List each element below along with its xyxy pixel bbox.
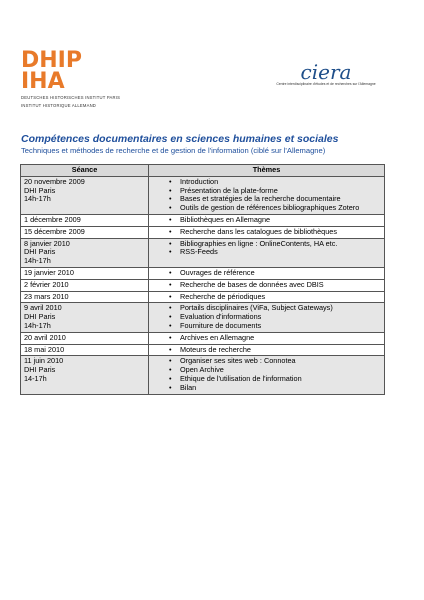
ciera-logo <box>271 62 381 87</box>
seance-line: DHI Paris <box>24 365 56 375</box>
theme-item: • Open Archive <box>170 366 381 375</box>
themes-list <box>152 240 381 258</box>
table-row <box>21 279 385 291</box>
seance-line: 8 janvier 2010 <box>24 238 70 248</box>
seance-line: 20 novembre 2009 <box>24 176 85 186</box>
themes-list <box>152 216 381 225</box>
dhip-logo-line1: DHIP <box>21 48 82 73</box>
themes-list <box>152 304 381 330</box>
table-row <box>21 214 385 226</box>
schedule-table <box>20 164 385 395</box>
table-row <box>21 291 385 303</box>
seance-line: DHI Paris <box>24 247 56 257</box>
seance-line: 18 mai 2010 <box>24 344 65 354</box>
theme-item: • Organiser ses sites web : Connotea <box>170 357 381 366</box>
seance-line: 15 décembre 2009 <box>24 226 85 236</box>
seance-line: 11 juin 2010 <box>24 356 64 366</box>
seance-cell <box>21 291 149 303</box>
seance-cell <box>21 267 149 279</box>
themes-list <box>152 293 381 302</box>
themes-cell <box>149 291 385 303</box>
seance-cell <box>21 238 149 267</box>
themes-cell <box>149 238 385 267</box>
themes-cell <box>149 176 385 214</box>
theme-item: • Archives en Allemagne <box>170 334 381 343</box>
themes-cell <box>149 279 385 291</box>
table-row <box>21 238 385 267</box>
seance-cell <box>21 279 149 291</box>
theme-item: • Présentation de la plate-forme <box>170 187 381 196</box>
seance-line: 14h-17h <box>24 256 51 266</box>
themes-list <box>152 346 381 355</box>
seance-cell <box>21 176 149 214</box>
seance-line: 1 décembre 2009 <box>24 214 81 224</box>
themes-list <box>152 178 381 213</box>
table-row <box>21 267 385 279</box>
seance-cell <box>21 356 149 394</box>
theme-item: • Recherche de périodiques <box>170 293 381 302</box>
theme-item: • Ethique de l'utilisation de l'information <box>170 375 381 384</box>
header-seance: Séance <box>21 165 149 177</box>
theme-item: • Evaluation d'informations <box>170 313 381 322</box>
theme-item: • Ouvrages de référence <box>170 269 381 278</box>
theme-item: • Introduction <box>170 178 381 187</box>
theme-item: • Bibliographies en ligne : OnlineContents, HA etc. <box>170 240 381 249</box>
seance-line: 19 janvier 2010 <box>24 267 74 277</box>
seance-line: DHI Paris <box>24 185 56 195</box>
ciera-logo-sub: Centre interdisciplinaire d'études et de recherches sur l'Allemagne <box>276 82 376 86</box>
theme-item: • Bibliothèques en Allemagne <box>170 216 381 225</box>
seance-line: 20 avril 2010 <box>24 332 66 342</box>
seance-line: 9 avril 2010 <box>24 303 62 313</box>
themes-cell <box>149 267 385 279</box>
ciera-logo-name: ciera <box>300 60 352 84</box>
themes-list <box>152 357 381 392</box>
themes-list <box>152 281 381 290</box>
seance-line: 14h-17h <box>24 320 51 330</box>
seance-line: 2 février 2010 <box>24 279 69 289</box>
dhip-iha-logo <box>21 48 121 112</box>
theme-item: • Recherche de bases de données avec DBIS <box>170 281 381 290</box>
dhip-logo-line2: IHA <box>21 69 65 94</box>
header-themes: Thèmes <box>149 165 385 177</box>
table-row <box>21 176 385 214</box>
table-row <box>21 303 385 332</box>
table-row <box>21 356 385 394</box>
table-row <box>21 226 385 238</box>
themes-cell <box>149 303 385 332</box>
theme-item: • Moteurs de recherche <box>170 346 381 355</box>
seance-cell <box>21 303 149 332</box>
table-row <box>21 344 385 356</box>
themes-cell <box>149 344 385 356</box>
theme-item: • Bases et stratégies de la recherche documentaire <box>170 195 381 204</box>
document-subtitle: Techniques et méthodes de recherche et de gestion de l'information (ciblé sur l'Allemagne) <box>21 146 326 155</box>
dhip-logo-sub2: INSTITUT HISTORIQUE ALLEMAND <box>21 103 97 108</box>
seance-cell <box>21 332 149 344</box>
seance-line: DHI Paris <box>24 312 56 322</box>
themes-cell <box>149 332 385 344</box>
theme-item: • Recherche dans les catalogues de bibliothèques <box>170 228 381 237</box>
seance-line: 14-17h <box>24 373 47 383</box>
seance-line: 23 mars 2010 <box>24 291 69 301</box>
seance-cell <box>21 226 149 238</box>
themes-cell <box>149 226 385 238</box>
themes-cell <box>149 214 385 226</box>
themes-list <box>152 228 381 237</box>
table-header-row <box>21 165 385 177</box>
document-title: Compétences documentaires en sciences humaines et sociales <box>21 133 339 145</box>
dhip-logo-sub1: DEUTSCHES HISTORISCHES INSTITUT PARIS <box>21 95 121 100</box>
themes-list <box>152 334 381 343</box>
seance-cell <box>21 214 149 226</box>
seance-cell <box>21 344 149 356</box>
seance-line: 14h-17h <box>24 194 51 204</box>
theme-item: • Fourniture de documents <box>170 322 381 331</box>
theme-item: • Portails disciplinaires (ViFa, Subject Gateways) <box>170 304 381 313</box>
theme-item: • Bilan <box>170 384 381 393</box>
theme-item: • Outils de gestion de références bibliographiques Zotero <box>170 204 381 213</box>
themes-cell <box>149 356 385 394</box>
themes-list <box>152 269 381 278</box>
theme-item: • RSS-Feeds <box>170 248 381 257</box>
table-row <box>21 332 385 344</box>
